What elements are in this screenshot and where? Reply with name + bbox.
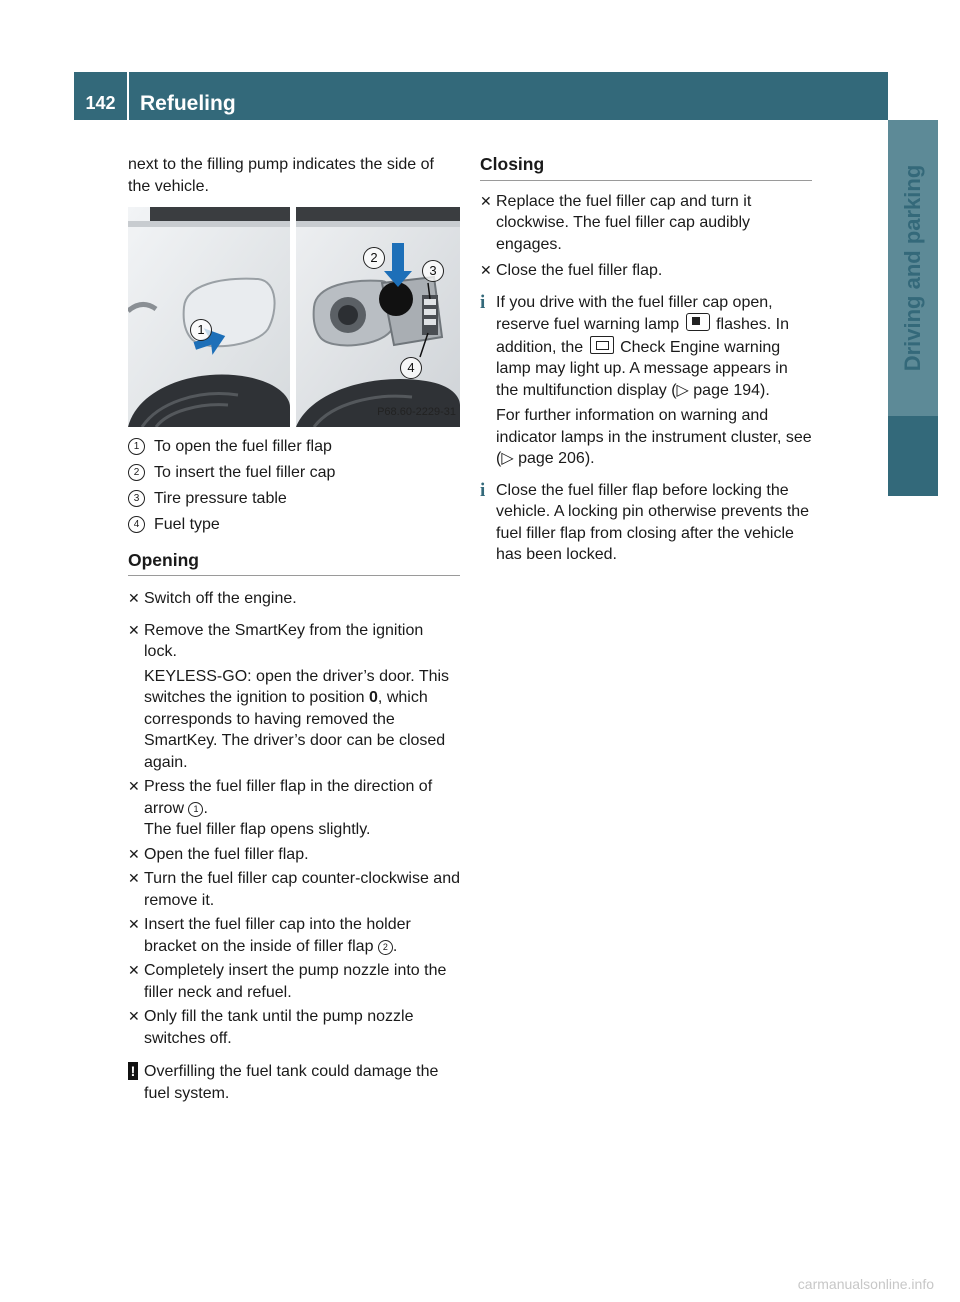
step-text: Close the fuel filler flap.: [496, 262, 663, 279]
step-arrow-icon: ✕: [128, 621, 140, 638]
note-text: If you drive with the fuel filler cap open, reserve fuel warning lamp: [496, 293, 773, 333]
legend-number: 3: [128, 490, 145, 507]
left-column: [128, 154, 460, 1104]
page-reference: ▷ page 206: [501, 450, 585, 467]
note-text: ).: [760, 381, 770, 399]
subtext-part: , which corresponds to having removed the SmartKey. The driver’s door can be closed again.: [144, 689, 446, 771]
step-text: Completely insert the pump nozzle into the filler neck and refuel.: [144, 962, 447, 1001]
step-arrow-icon: ✕: [128, 1008, 140, 1024]
info-icon: i: [480, 291, 486, 313]
step-arrow-icon: ✕: [128, 916, 140, 932]
arrow-reference: 1: [188, 802, 203, 817]
side-marker: [888, 416, 938, 496]
side-tab: [888, 120, 938, 416]
info-icon: i: [480, 479, 486, 501]
step-text: Remove the SmartKey from the ignition lock.: [144, 621, 424, 660]
step-text: .: [392, 937, 398, 955]
step-arrow-icon: ✕: [128, 870, 140, 886]
legend-item: [128, 514, 460, 536]
step-arrow-icon: ✕: [128, 778, 140, 794]
opening-step: [128, 960, 460, 1003]
legend-item: [128, 436, 460, 458]
step-arrow-icon: ✕: [128, 590, 140, 606]
step-text: Only fill the tank until the pump nozzle switches off.: [144, 1008, 414, 1047]
open-flap-illustration: [296, 207, 460, 427]
step-arrow-icon: ✕: [128, 962, 140, 978]
warning-icon: !: [128, 1062, 138, 1080]
side-tab-label: Driving and parking: [900, 164, 925, 372]
legend-text: Tire pressure table: [154, 490, 287, 507]
step-text: Turn the fuel filler cap counter-clockwise and remove it.: [144, 870, 460, 909]
fuel-filler-figure: [128, 207, 460, 427]
closing-heading: Closing: [480, 154, 812, 181]
page-header: [74, 72, 888, 120]
info-note: [480, 292, 812, 402]
step-text: Open the fuel filler flap.: [144, 845, 309, 863]
step-text: Insert the fuel filler cap into the holder bracket on the inside of filler flap: [144, 916, 411, 955]
closing-step: [480, 260, 812, 282]
info-note: [480, 480, 812, 566]
step-arrow-icon: ✕: [128, 845, 140, 862]
figure-label-4: 4: [400, 357, 422, 379]
opening-step: [128, 844, 460, 866]
figure-label-1: 1: [190, 319, 212, 341]
legend-text: To insert the fuel filler cap: [154, 464, 336, 481]
legend-number: 4: [128, 516, 145, 533]
figure-panel-closed-flap: [128, 207, 290, 427]
warning-text: Overfilling the fuel tank could damage the fuel system.: [144, 1063, 439, 1102]
ignition-position: 0: [369, 689, 378, 706]
note-text: ).: [584, 450, 595, 467]
opening-step: [128, 914, 460, 957]
opening-step: [128, 868, 460, 911]
step-arrow-icon: ✕: [480, 192, 492, 209]
opening-heading: Opening: [128, 550, 460, 577]
check-engine-icon: [590, 336, 614, 354]
page-reference: ▷ page 194: [676, 381, 761, 399]
watermark: carmanualsonline.info: [797, 1276, 934, 1292]
legend-item: [128, 462, 460, 484]
legend-number: 1: [128, 438, 145, 455]
note-subtext: [480, 405, 812, 470]
opening-step: [128, 620, 460, 663]
note-text: Check Engine warning lamp may light up. A message appears in the multifunction display (: [496, 338, 788, 399]
legend-item: [128, 488, 460, 510]
opening-step: [128, 776, 460, 819]
figure-panel-open-flap: [296, 207, 460, 427]
step-text: .: [203, 799, 208, 817]
page-number: 142: [74, 72, 129, 120]
figure-code: P68.60-2229-31: [377, 405, 456, 418]
figure-label-3: 3: [422, 260, 444, 282]
opening-step: [128, 588, 460, 610]
subtext-part: KEYLESS-GO: open the driver’s door. This switches the ignition to position: [144, 667, 450, 706]
step-text: Switch off the engine.: [144, 590, 297, 607]
warning-note: [128, 1061, 460, 1104]
closing-step: [480, 191, 812, 256]
legend-number: 2: [128, 464, 145, 481]
opening-step: [128, 1006, 460, 1049]
step-subtext: The fuel filler flap opens slightly.: [144, 821, 371, 838]
closed-flap-illustration: [128, 207, 290, 427]
intro-text: next to the filling pump indicates the side of the vehicle.: [128, 156, 434, 195]
flap-reference: 2: [378, 940, 393, 955]
step-text: Replace the fuel filler cap and turn it clockwise. The fuel filler cap audibly engages.: [496, 192, 752, 253]
legend-text: Fuel type: [154, 516, 220, 533]
step-arrow-icon: ✕: [480, 262, 492, 278]
legend-text: To open the fuel filler flap: [154, 438, 332, 455]
step-subtext: [128, 666, 460, 774]
figure-label-2: 2: [363, 247, 385, 269]
note-text: flashes. In addition, the: [496, 316, 790, 356]
section-title: Refueling: [140, 92, 236, 115]
note-text: For further information on warning and indicator lamps in the instrument cluster, see (: [496, 407, 812, 467]
step-text: Press the fuel filler flap in the direction of arrow: [144, 778, 433, 817]
right-column: [480, 154, 812, 566]
reserve-fuel-lamp-icon: [686, 313, 710, 331]
note-text: Close the fuel filler flap before locking the vehicle. A locking pin otherwise prevents the fuel filler flap from closing after the vehicle has been locked.: [496, 481, 810, 563]
